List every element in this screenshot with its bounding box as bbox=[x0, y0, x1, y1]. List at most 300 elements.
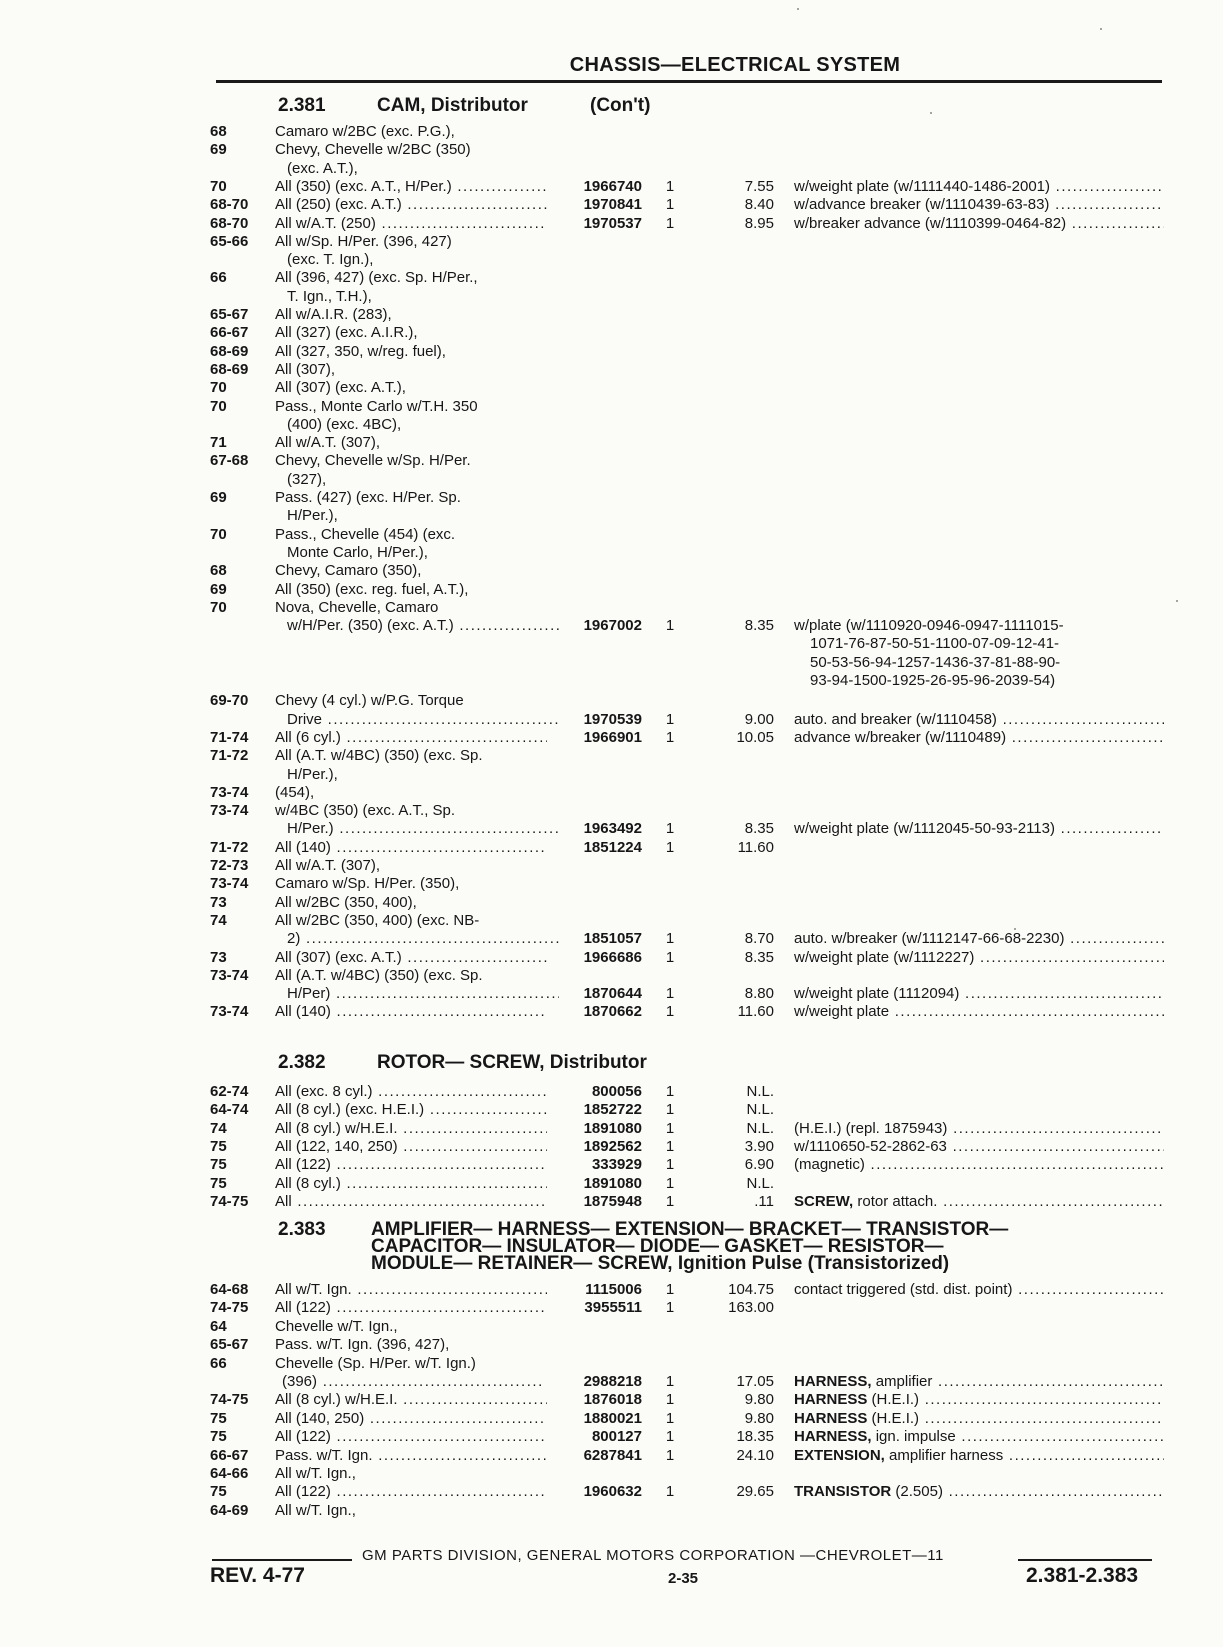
parts-row bbox=[0, 617, 1223, 635]
part-number: 1966901 bbox=[583, 728, 642, 746]
scan-speck bbox=[1176, 600, 1178, 602]
description-text: ign. impulse bbox=[875, 1428, 956, 1446]
description-text: amplifier bbox=[875, 1373, 933, 1390]
parts-row bbox=[0, 581, 1223, 599]
price: 163.00 bbox=[728, 1299, 774, 1317]
description bbox=[794, 1428, 1164, 1446]
application: All (122) ..... bbox=[275, 1156, 547, 1174]
parts-row bbox=[0, 930, 1223, 948]
application: All ..... bbox=[275, 1193, 547, 1211]
model-years: 68 bbox=[210, 562, 227, 580]
model-years: 64-74 bbox=[210, 1101, 249, 1119]
model-years: 67-68 bbox=[210, 452, 249, 470]
revision-label: REV. 4-77 bbox=[210, 1564, 305, 1587]
quantity: 1 bbox=[665, 1373, 675, 1390]
parts-row bbox=[0, 692, 1223, 710]
parts-row bbox=[0, 269, 1223, 287]
parts-row bbox=[0, 178, 1223, 196]
description-text: w/weight plate (w/1111440-1486-2001) bbox=[794, 177, 1050, 195]
description-bold: HARNESS, bbox=[794, 1373, 872, 1390]
parts-row bbox=[0, 471, 1223, 489]
part-number: 1852722 bbox=[583, 1101, 642, 1119]
part-number: 6287841 bbox=[583, 1446, 642, 1464]
description bbox=[794, 985, 1164, 1003]
parts-row bbox=[0, 1410, 1223, 1428]
quantity: 1 bbox=[665, 1446, 675, 1464]
section-continued: (Con't) bbox=[590, 95, 651, 116]
description bbox=[810, 654, 1180, 672]
application: All (6 cyl.) ..... bbox=[275, 729, 547, 747]
price: 10.05 bbox=[736, 728, 774, 746]
description-text: w/breaker advance (w/1110399-0464-82) bbox=[794, 214, 1067, 232]
parts-row bbox=[0, 196, 1223, 214]
model-years: 68-69 bbox=[210, 342, 249, 360]
application: Nova, Chevelle, Camaro bbox=[275, 598, 439, 616]
part-number: 1876018 bbox=[583, 1391, 642, 1409]
model-years: 70 bbox=[210, 379, 227, 397]
application: All w/2BC (350, 400) (exc. NB- bbox=[275, 911, 480, 929]
model-years: 66-67 bbox=[210, 1446, 249, 1464]
price: 8.35 bbox=[744, 820, 774, 838]
price: 8.40 bbox=[744, 196, 774, 214]
parts-row bbox=[0, 1373, 1223, 1391]
parts-row bbox=[0, 1281, 1223, 1299]
description bbox=[794, 178, 1164, 196]
model-years: 71-74 bbox=[210, 728, 249, 746]
parts-row bbox=[0, 784, 1223, 802]
description-text: w/weight plate (w/1112045-50-93-2113) bbox=[794, 820, 1055, 838]
model-years: 74-75 bbox=[210, 1299, 249, 1317]
parts-row bbox=[0, 1120, 1223, 1138]
quantity: 1 bbox=[665, 985, 675, 1003]
application: All w/A.T. (307), bbox=[275, 434, 381, 452]
parts-row bbox=[0, 1465, 1223, 1483]
parts-row bbox=[0, 766, 1223, 784]
quantity: 1 bbox=[665, 838, 675, 856]
quantity: 1 bbox=[665, 1192, 675, 1210]
description bbox=[794, 1447, 1164, 1465]
model-years: 75 bbox=[210, 1174, 227, 1192]
application: All w/A.I.R. (283), bbox=[275, 306, 392, 323]
price: 9.80 bbox=[744, 1391, 774, 1409]
description-text: contact triggered (std. dist. point) bbox=[794, 1281, 1013, 1298]
parts-row bbox=[0, 599, 1223, 617]
description-text: (H.E.I.) (repl. 1875943) bbox=[794, 1119, 948, 1137]
quantity: 1 bbox=[665, 196, 675, 214]
description bbox=[794, 1410, 1164, 1428]
application: All (396, 427) (exc. Sp. H/Per., bbox=[275, 269, 478, 287]
parts-row bbox=[0, 654, 1223, 672]
description bbox=[794, 196, 1164, 214]
description bbox=[794, 617, 1164, 635]
model-years: 71-72 bbox=[210, 838, 249, 856]
model-years: 75 bbox=[210, 1137, 227, 1155]
quantity: 1 bbox=[665, 177, 675, 195]
application: (400) (exc. 4BC), bbox=[287, 415, 402, 433]
description-bold: EXTENSION, bbox=[794, 1446, 885, 1464]
application: Pass. w/T. Ign. (396, 427), bbox=[275, 1336, 450, 1354]
parts-row bbox=[0, 215, 1223, 233]
application: Chevy, Camaro (350), bbox=[275, 562, 422, 580]
quantity: 1 bbox=[665, 1083, 675, 1100]
application: All w/A.T. (307), bbox=[275, 857, 381, 874]
parts-row bbox=[0, 416, 1223, 434]
quantity: 1 bbox=[665, 1101, 675, 1119]
description bbox=[794, 1373, 1164, 1391]
price: 8.95 bbox=[744, 214, 774, 232]
part-number: 1892562 bbox=[583, 1137, 642, 1155]
application: All (A.T. w/4BC) (350) (exc. Sp. bbox=[275, 747, 483, 765]
application: All (250) (exc. A.T.) ..... bbox=[275, 196, 547, 214]
application: Pass., Chevelle (454) (exc. bbox=[275, 525, 456, 543]
model-years: 68-69 bbox=[210, 360, 249, 378]
model-years: 75 bbox=[210, 1156, 227, 1174]
price: N.L. bbox=[746, 1174, 774, 1192]
model-years: 71-72 bbox=[210, 747, 249, 765]
application: All (122) ..... bbox=[275, 1483, 547, 1501]
model-years: 62-74 bbox=[210, 1083, 249, 1100]
model-years: 69 bbox=[210, 141, 227, 159]
parts-row bbox=[0, 1428, 1223, 1446]
description bbox=[794, 1391, 1164, 1409]
section-title-line: CAPACITOR— INSULATOR— DIODE— GASKET— RESISTOR— bbox=[371, 1236, 944, 1257]
scan-speck bbox=[1014, 928, 1016, 930]
application: All (350) (exc. A.T., H/Per.) ..... bbox=[275, 178, 547, 196]
price: 11.60 bbox=[737, 838, 774, 856]
parts-row bbox=[0, 857, 1223, 875]
price: 24.10 bbox=[736, 1446, 774, 1464]
parts-row bbox=[0, 912, 1223, 930]
quantity: 1 bbox=[665, 948, 675, 966]
parts-row bbox=[0, 1156, 1223, 1174]
description-text: advance w/breaker (w/1110489) bbox=[794, 728, 1007, 746]
price: 29.65 bbox=[736, 1483, 774, 1501]
part-number: 1967002 bbox=[583, 617, 642, 635]
parts-row bbox=[0, 1355, 1223, 1373]
footer-rule-left bbox=[212, 1559, 352, 1561]
application: All (8 cyl.) w/H.E.I. ..... bbox=[275, 1391, 547, 1409]
model-years: 74 bbox=[210, 1119, 227, 1137]
section-title: CAM, Distributor bbox=[377, 95, 528, 116]
model-years: 65-67 bbox=[210, 306, 249, 323]
price: 104.75 bbox=[728, 1281, 774, 1298]
parts-row bbox=[0, 672, 1223, 690]
application: All (8 cyl.) ..... bbox=[275, 1175, 547, 1193]
price: 8.70 bbox=[744, 930, 774, 948]
application: w/H/Per. (350) (exc. A.T.) ..... bbox=[287, 617, 559, 635]
parts-row bbox=[0, 1193, 1223, 1211]
application: H/Per.), bbox=[287, 765, 338, 783]
description bbox=[794, 930, 1164, 948]
quantity: 1 bbox=[665, 1156, 675, 1174]
description-text: 50-53-56-94-1257-1436-37-81-88-90- bbox=[810, 653, 1061, 671]
parts-row bbox=[0, 1447, 1223, 1465]
model-years: 74 bbox=[210, 911, 227, 929]
description bbox=[794, 1281, 1164, 1299]
model-years: 73-74 bbox=[210, 1003, 249, 1021]
description bbox=[794, 1483, 1164, 1501]
parts-row bbox=[0, 489, 1223, 507]
model-years: 68-70 bbox=[210, 214, 249, 232]
model-years: 70 bbox=[210, 598, 227, 616]
model-years: 75 bbox=[210, 1428, 227, 1446]
application: H/Per.) ..... bbox=[287, 820, 559, 838]
application: All (307) (exc. A.T.) ..... bbox=[275, 949, 547, 967]
section-range: 2.381-2.383 bbox=[1026, 1564, 1139, 1587]
application: H/Per) ..... bbox=[287, 985, 559, 1003]
parts-row bbox=[0, 967, 1223, 985]
model-years: 68 bbox=[210, 123, 227, 140]
description-text: w/weight plate bbox=[794, 1003, 890, 1021]
price: N.L. bbox=[746, 1119, 774, 1137]
description-text: (magnetic) bbox=[794, 1156, 865, 1174]
description-text: auto. and breaker (w/1110458) bbox=[794, 710, 997, 728]
description bbox=[794, 820, 1164, 838]
application: H/Per.), bbox=[287, 507, 338, 525]
application: All (122) ..... bbox=[275, 1428, 547, 1446]
model-years: 75 bbox=[210, 1483, 227, 1501]
application: All (exc. 8 cyl.) ..... bbox=[275, 1083, 547, 1101]
parts-row bbox=[0, 544, 1223, 562]
quantity: 1 bbox=[665, 617, 675, 635]
parts-row bbox=[0, 949, 1223, 967]
parts-row bbox=[0, 306, 1223, 324]
parts-row bbox=[0, 324, 1223, 342]
description-bold: SCREW, bbox=[794, 1192, 854, 1210]
quantity: 1 bbox=[665, 1428, 675, 1446]
model-years: 64-69 bbox=[210, 1501, 249, 1519]
description-text: w/weight plate (1112094) bbox=[794, 985, 960, 1003]
model-years: 69-70 bbox=[210, 692, 249, 710]
application: Pass. (427) (exc. H/Per. Sp. bbox=[275, 489, 461, 506]
quantity: 1 bbox=[665, 1119, 675, 1137]
model-years: 70 bbox=[210, 525, 227, 543]
model-years: 70 bbox=[210, 177, 227, 195]
model-years: 75 bbox=[210, 1409, 227, 1427]
description-text: rotor attach. bbox=[857, 1192, 938, 1210]
description bbox=[794, 949, 1164, 967]
description-text: (H.E.I.) bbox=[871, 1391, 920, 1409]
model-years: 74-75 bbox=[210, 1192, 249, 1210]
price: 8.35 bbox=[744, 617, 774, 635]
description-bold: TRANSISTOR bbox=[794, 1483, 892, 1501]
description bbox=[794, 1138, 1164, 1156]
parts-row bbox=[0, 747, 1223, 765]
description-bold: HARNESS bbox=[794, 1391, 868, 1409]
model-years: 72-73 bbox=[210, 857, 249, 874]
quantity: 1 bbox=[665, 214, 675, 232]
part-number: 1870662 bbox=[583, 1003, 642, 1021]
application: Chevy, Chevelle w/2BC (350) bbox=[275, 141, 471, 159]
parts-row bbox=[0, 1483, 1223, 1501]
part-number: 1966740 bbox=[583, 177, 642, 195]
section-number: 2.383 bbox=[278, 1219, 326, 1240]
part-number: 3955511 bbox=[584, 1299, 642, 1317]
application: Camaro w/Sp. H/Per. (350), bbox=[275, 875, 460, 893]
description-text: 93-94-1500-1925-26-95-96-2039-54) bbox=[810, 672, 1056, 689]
parts-row bbox=[0, 635, 1223, 653]
parts-row bbox=[0, 343, 1223, 361]
application: All (8 cyl.) (exc. H.E.I.) ..... bbox=[275, 1101, 547, 1119]
footer-publisher: GM PARTS DIVISION, GENERAL MOTORS CORPORATION —CHEVROLET—11 bbox=[362, 1547, 944, 1564]
application: Camaro w/2BC (exc. P.G.), bbox=[275, 123, 455, 140]
model-years: 68-70 bbox=[210, 196, 249, 214]
parts-row bbox=[0, 894, 1223, 912]
description-bold: HARNESS, bbox=[794, 1428, 872, 1446]
parts-row bbox=[0, 839, 1223, 857]
parts-row bbox=[0, 1003, 1223, 1021]
part-number: 1970841 bbox=[583, 196, 642, 214]
application: All (307) (exc. A.T.), bbox=[275, 379, 406, 397]
parts-row bbox=[0, 1391, 1223, 1409]
quantity: 1 bbox=[665, 728, 675, 746]
part-number: 1966686 bbox=[583, 948, 642, 966]
parts-row bbox=[0, 562, 1223, 580]
model-years: 71 bbox=[210, 434, 227, 452]
application: All (307), bbox=[275, 360, 336, 378]
model-years: 64-68 bbox=[210, 1281, 249, 1298]
part-number: 1960632 bbox=[583, 1483, 642, 1501]
parts-row bbox=[0, 361, 1223, 379]
quantity: 1 bbox=[665, 1137, 675, 1155]
part-number: 1970537 bbox=[583, 214, 642, 232]
parts-row bbox=[0, 711, 1223, 729]
parts-row bbox=[0, 1299, 1223, 1317]
section-number: 2.382 bbox=[278, 1052, 326, 1073]
application: Chevelle (Sp. H/Per. w/T. Ign.) bbox=[275, 1354, 476, 1372]
price: N.L. bbox=[746, 1101, 774, 1119]
parts-row bbox=[0, 251, 1223, 269]
model-years: 65-66 bbox=[210, 232, 249, 250]
model-years: 66 bbox=[210, 269, 227, 287]
model-years: 73-74 bbox=[210, 966, 249, 984]
parts-row bbox=[0, 1138, 1223, 1156]
application: All (140) ..... bbox=[275, 839, 547, 857]
description-bold: HARNESS bbox=[794, 1409, 868, 1427]
description-text: amplifier harness bbox=[889, 1446, 1004, 1464]
parts-row bbox=[0, 1101, 1223, 1119]
price: 8.80 bbox=[744, 985, 774, 1003]
price: 17.05 bbox=[736, 1373, 774, 1390]
scan-speck bbox=[1100, 28, 1102, 30]
description-text: auto. w/breaker (w/1112147-66-68-2230) bbox=[794, 930, 1065, 948]
application: Monte Carlo, H/Per.), bbox=[287, 543, 428, 561]
model-years: 73 bbox=[210, 893, 227, 911]
parts-row bbox=[0, 123, 1223, 141]
part-number: 1870644 bbox=[583, 985, 642, 1003]
page-number: 2-35 bbox=[668, 1570, 699, 1587]
application: T. Ign., T.H.), bbox=[287, 287, 372, 305]
model-years: 69 bbox=[210, 580, 227, 598]
part-number: 1891080 bbox=[583, 1174, 642, 1192]
price: 9.00 bbox=[744, 710, 774, 728]
section-title-line: MODULE— RETAINER— SCREW, Ignition Pulse (Transistorized) bbox=[371, 1253, 950, 1274]
part-number: 1963492 bbox=[583, 820, 642, 838]
application: All w/T. Ign. ..... bbox=[275, 1281, 547, 1299]
application: w/4BC (350) (exc. A.T., Sp. bbox=[275, 802, 456, 820]
description bbox=[794, 729, 1164, 747]
model-years: 69 bbox=[210, 489, 227, 506]
description-text: (2.505) bbox=[895, 1483, 943, 1501]
part-number: 1970539 bbox=[583, 710, 642, 728]
price: 8.35 bbox=[744, 948, 774, 966]
application: All w/2BC (350, 400), bbox=[275, 893, 417, 911]
quantity: 1 bbox=[665, 1391, 675, 1409]
model-years: 73-74 bbox=[210, 875, 249, 893]
application: Drive ..... bbox=[287, 711, 559, 729]
part-number: 1875948 bbox=[583, 1192, 642, 1210]
part-number: 333929 bbox=[591, 1156, 642, 1174]
parts-row bbox=[0, 1318, 1223, 1336]
scan-speck bbox=[930, 112, 932, 114]
parts-row bbox=[0, 820, 1223, 838]
application: Pass., Monte Carlo w/T.H. 350 bbox=[275, 397, 478, 415]
parts-row bbox=[0, 379, 1223, 397]
description bbox=[810, 672, 1180, 690]
quantity: 1 bbox=[665, 710, 675, 728]
description bbox=[794, 1003, 1164, 1021]
application: All w/T. Ign., bbox=[275, 1465, 356, 1482]
parts-row bbox=[0, 507, 1223, 525]
application: (327), bbox=[287, 470, 327, 488]
quantity: 1 bbox=[665, 930, 675, 948]
page-title: CHASSIS—ELECTRICAL SYSTEM bbox=[569, 54, 901, 76]
description-text: w/advance breaker (w/1110439-63-83) bbox=[794, 196, 1050, 214]
application: All (140) ..... bbox=[275, 1003, 547, 1021]
quantity: 1 bbox=[665, 1409, 675, 1427]
parts-row bbox=[0, 160, 1223, 178]
application: All (122, 140, 250) ..... bbox=[275, 1138, 547, 1156]
application: All (327) (exc. A.I.R.), bbox=[275, 324, 418, 342]
application: (exc. T. Ign.), bbox=[287, 251, 374, 269]
model-years: 64 bbox=[210, 1317, 227, 1335]
footer-rule-right bbox=[1018, 1559, 1152, 1561]
application: 2) ..... bbox=[287, 930, 559, 948]
price: 6.90 bbox=[744, 1156, 774, 1174]
quantity: 1 bbox=[665, 1299, 675, 1317]
model-years: 73-74 bbox=[210, 783, 249, 801]
part-number: 1851057 bbox=[583, 930, 642, 948]
application: (exc. A.T.), bbox=[287, 159, 358, 177]
part-number: 800127 bbox=[591, 1428, 642, 1446]
description bbox=[794, 1156, 1164, 1174]
header-rule bbox=[216, 80, 1162, 83]
description-text: w/1110650-52-2862-63 bbox=[794, 1137, 947, 1155]
parts-row bbox=[0, 526, 1223, 544]
model-years: 65-67 bbox=[210, 1336, 249, 1354]
application: Chevy, Chevelle w/Sp. H/Per. bbox=[275, 452, 471, 470]
description-text: 1071-76-87-50-51-1100-07-09-12-41- bbox=[810, 635, 1060, 653]
section-title-line: AMPLIFIER— HARNESS— EXTENSION— BRACKET— TRANSISTOR— bbox=[371, 1219, 1009, 1240]
application: All w/T. Ign., bbox=[275, 1501, 356, 1519]
parts-row bbox=[0, 985, 1223, 1003]
price: 3.90 bbox=[744, 1137, 774, 1155]
description bbox=[810, 635, 1180, 653]
section-title: ROTOR— SCREW, Distributor bbox=[377, 1052, 647, 1073]
description bbox=[794, 1193, 1164, 1211]
description bbox=[794, 215, 1164, 233]
part-number: 1891080 bbox=[583, 1119, 642, 1137]
price: 18.35 bbox=[736, 1428, 774, 1446]
parts-row bbox=[0, 1502, 1223, 1520]
part-number: 800056 bbox=[591, 1083, 642, 1100]
quantity: 1 bbox=[665, 1483, 675, 1501]
price: 7.55 bbox=[744, 177, 774, 195]
parts-row bbox=[0, 729, 1223, 747]
application: All (122) ..... bbox=[275, 1299, 547, 1317]
parts-row bbox=[0, 1336, 1223, 1354]
part-number: 1851224 bbox=[583, 838, 642, 856]
